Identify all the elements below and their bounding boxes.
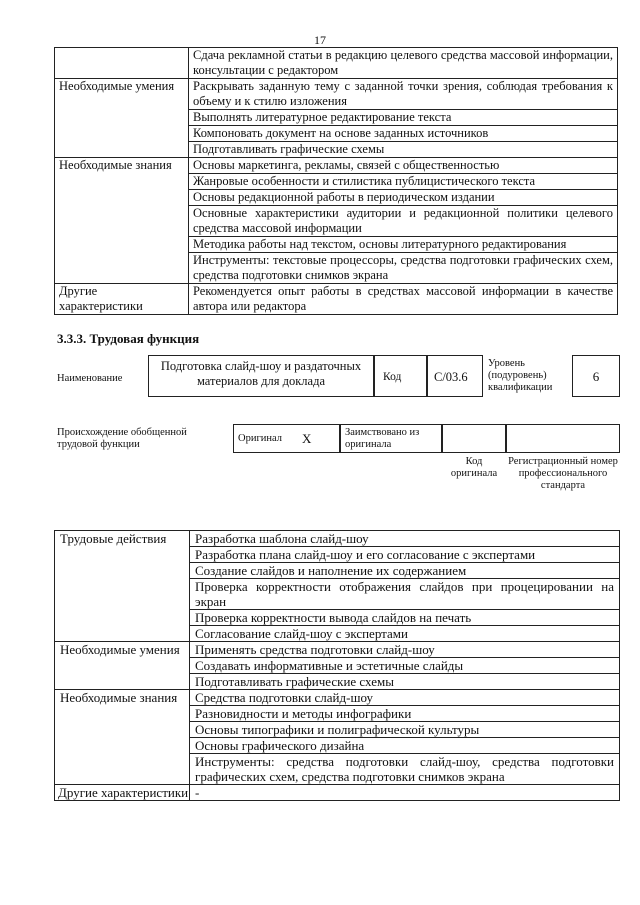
row-item: Средства подготовки слайд-шоу <box>190 690 620 706</box>
reg-number-cell <box>506 424 620 453</box>
row-item: Создавать информативные и эстетичные слайды <box>190 658 620 674</box>
borrowed-cell: Заимствовано из оригинала <box>340 424 442 453</box>
table-row <box>55 48 618 79</box>
row-item: Компоновать документ на основе заданных источников <box>189 126 618 142</box>
row-item: Основы типографики и полиграфической культуры <box>190 722 620 738</box>
origin-label: Происхождение обобщенной трудовой функции <box>57 427 187 450</box>
row-label: Необходимые знания <box>55 690 190 785</box>
table-row <box>55 158 618 174</box>
code-label: Код <box>374 355 427 397</box>
code-value: C/03.6 <box>427 355 483 397</box>
row-item: Выполнять литературное редактирование текста <box>189 110 618 126</box>
original-mark: X <box>302 431 312 446</box>
reg-number-caption: Регистрационный номер профессионального стандарта <box>508 456 618 491</box>
original-code-cell <box>442 424 506 453</box>
row-label: Другие характеристики <box>55 785 190 801</box>
name-label: Наименование <box>57 373 123 384</box>
competency-table-top <box>54 47 618 315</box>
row-label: Другие характеристики <box>55 284 189 315</box>
row-item: Сдача рекламной статьи в редакцию целевого средства массовой информации, консультации с редактором <box>189 48 618 79</box>
row-label: Необходимые умения <box>55 79 189 158</box>
original-label: Оригинал <box>238 433 282 444</box>
section-heading: 3.3.3. Трудовая функция <box>57 331 200 346</box>
row-item: Согласование слайд-шоу с экспертами <box>190 626 620 642</box>
table-row <box>55 642 620 658</box>
table-row <box>55 690 620 706</box>
level-value: 6 <box>572 355 620 397</box>
table-row <box>55 284 618 315</box>
row-item: Подготавливать графические схемы <box>190 674 620 690</box>
row-label: Необходимые умения <box>55 642 190 690</box>
row-item: Раскрывать заданную тему с заданной точки зрения, соблюдая требования к объему и к стилю изложения <box>189 79 618 110</box>
row-item: Жанровые особенности и стилистика публицистического текста <box>189 174 618 190</box>
row-label <box>55 48 189 79</box>
row-item: Создание слайдов и наполнение их содержанием <box>190 563 620 579</box>
table-row <box>55 531 620 547</box>
level-label: Уровень (подуровень) квалификации <box>488 358 553 393</box>
original-code-caption: Код оригинала <box>450 456 498 479</box>
row-item: Основы графического дизайна <box>190 738 620 754</box>
competency-table-bottom <box>54 530 620 801</box>
page-number: 17 <box>314 33 326 47</box>
row-item: Разработка шаблона слайд-шоу <box>190 531 620 547</box>
row-item: Основы маркетинга, рекламы, связей с общественностью <box>189 158 618 174</box>
function-name-box: Подготовка слайд-шоу и раздаточных материалов для доклада <box>148 355 374 397</box>
original-cell <box>233 424 340 453</box>
row-item: Разработка плана слайд-шоу и его согласование с экспертами <box>190 547 620 563</box>
row-item: Основы редакционной работы в периодическом издании <box>189 190 618 206</box>
row-item: Методика работы над текстом, основы литературного редактирования <box>189 237 618 253</box>
table-row <box>55 785 620 801</box>
row-item: Подготавливать графические схемы <box>189 142 618 158</box>
row-item: Применять средства подготовки слайд-шоу <box>190 642 620 658</box>
table-row <box>55 79 618 110</box>
row-item: Инструменты: средства подготовки слайд-шоу, средства подготовки графических схем, средства подготовки снимков экрана <box>190 754 620 785</box>
row-item: Проверка корректности отображения слайдов при процецировании на экран <box>190 579 620 610</box>
row-label: Трудовые действия <box>55 531 190 642</box>
row-label: Необходимые знания <box>55 158 189 284</box>
row-item: Разновидности и методы инфографики <box>190 706 620 722</box>
row-item: Рекомендуется опыт работы в средствах массовой информации в качестве автора или редактора <box>189 284 618 315</box>
row-item: - <box>190 785 620 801</box>
row-item: Инструменты: текстовые процессоры, средства подготовки графических схем, средства подготовки снимков экрана <box>189 253 618 284</box>
row-item: Основные характеристики аудитории и редакционной политики целевого средства массовой информации <box>189 206 618 237</box>
row-item: Проверка корректности вывода слайдов на печать <box>190 610 620 626</box>
